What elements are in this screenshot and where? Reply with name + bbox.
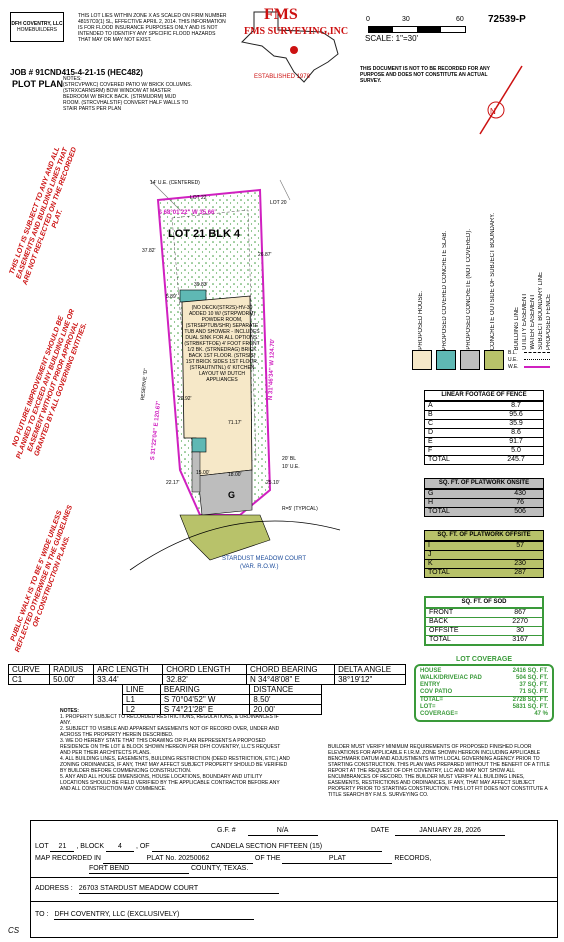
sod-cell: BACK (426, 618, 498, 627)
curve-cell: 38°19'12" (335, 675, 406, 685)
legend-line-fence: PROPOSED FENCE (546, 293, 552, 350)
sod-row (426, 627, 542, 636)
offsite-cell: 230 (497, 560, 543, 569)
fence-cell: B (425, 411, 489, 420)
coverage-label: LOT= (420, 704, 436, 710)
fence-table (424, 390, 544, 465)
sod-cell: OFFSITE (426, 627, 498, 636)
fence-cell: C (425, 420, 489, 429)
scale-tick-0: 0 (366, 16, 370, 23)
curve-header: ARC LENGTH (94, 665, 163, 675)
lot-coverage-title: LOT COVERAGE (455, 656, 512, 663)
sod-cell: 2270 (498, 618, 542, 627)
house-notes: (NO DECK/(STR2S)-HV-30 ADDED 10 W/ (STRPWDRM) POWDER ROOM, (STRSEPTUB/SHR) SEPARATE TUB AND SHOWER - INCLUDES DUAL SINK FOR ALL OPTIONS. (STRBKFTFOE) 4' FOOT FRONT 1/2 BK. (STRNEDRAG) BRICK BACK 1ST FLOOR. (STRSIS) 1ST BRICK SIDES 1ST FLOOR. (STRAUTNTNL) 6' KITCHEN LAYOUT W/ DUTCH APPLIANCES (184, 305, 260, 383)
scale-tick-60: 60 (456, 16, 464, 23)
address-label: ADDRESS : (35, 885, 73, 892)
svg-text:N: N (490, 107, 496, 116)
notes-title: NOTES: (63, 76, 82, 82)
line-cell: S 70°04'52" W (160, 695, 250, 705)
offsite-cell: 287 (497, 569, 543, 578)
line-cell: L1 (123, 695, 161, 705)
dim-4: 18.00' (228, 472, 242, 478)
coverage-label: COV PATIO (420, 689, 453, 695)
not-recorded-note: THIS DOCUMENT IS NOT TO BE RECORDED FOR ANY PURPOSE AND DOES NOT CONSTITUTE AN ACTUAL SURVEY. (360, 66, 490, 84)
plan-notes: (STRCVPWKC) COVERED PATIO W/ BRICK COLUMNS. (STRXCARNSRM) BOW WINDOW AT MASTER BEDROOM W/ BRICK BACK. (STRMUDRM) MUD ROOM. (STRCVHALSTIF) CONVERT HALF WALLS TO STAIR PARTS PER PLAN (63, 82, 192, 112)
fence-row (425, 447, 543, 456)
dim-2: 15.00' (196, 470, 210, 476)
line-cell: S 74°21'28" E (160, 705, 250, 715)
fence-cell: 8.7 (489, 402, 543, 411)
onsite-cell: 430 (497, 490, 543, 499)
side-note-easements: THIS LOT IS SUBJECT TO ANY AND ALL EASEMENTS AND BUILDING LINES THAT ARE NOT REFLECTED ON THE RECORDED PLAT. (8, 146, 79, 286)
coverage-value: 47 % (534, 711, 548, 717)
side-note-future-improvement: NO FUTURE IMPROVEMENT SHOULD BE PLANNED TO EXCEED ANY BUILDING LINE OR EASEMENT WITHOUT PRIOR APPROVAL GRANTED BY ALL GOVERNING ENTITIES. (11, 308, 89, 460)
to-label: TO : (35, 911, 49, 918)
fence-row (425, 411, 543, 420)
ue-10-label: 10' U.E. (282, 464, 300, 470)
curve-table (8, 664, 406, 685)
left-bearing: S 31°22'04" E 120.67' (150, 400, 163, 461)
abbr-ue: U.E. (508, 357, 518, 363)
curve-row (9, 675, 406, 685)
dim-3: 22.17' (166, 480, 180, 486)
scale-tick-30: 30 (402, 16, 410, 23)
fence-cell: D (425, 429, 489, 438)
coverage-label: ENTRY (420, 682, 441, 688)
lot-value: 21 (50, 843, 74, 852)
coverage-label: WALK/DRIVE/AC PAD (420, 675, 482, 681)
offsite-row (425, 569, 543, 578)
map-label: MAP RECORDED IN (35, 855, 101, 862)
coverage-row (420, 704, 548, 711)
offsite-row (425, 551, 543, 560)
swatch-offsite (484, 350, 504, 370)
fence-row (425, 402, 543, 411)
onsite-cell: 76 (497, 499, 543, 508)
lot-20-label: LOT 20 (270, 200, 287, 206)
legend-line-bl: BUILDING LINE (514, 306, 520, 350)
onsite-row (425, 499, 543, 508)
dim-5: 25.10' (266, 480, 280, 486)
bottom-note-item: 5. ANY AND ALL HOUSE DIMENSIONS, HOUSE LOCATIONS, BOUNDARY AND UTILITY LOCATIONS SHOULD BE FIELD VERIFIED BY THE APPLICABLE CONTRACTOR BEFORE ANY AND ALL CONSTRUCTION MAY COMMENCE. (60, 774, 280, 792)
onsite-cell: 506 (497, 508, 543, 517)
fence-cell: E (425, 438, 489, 447)
legend-label-house: PROPOSED HOUSE. (418, 291, 424, 350)
coverage-row (420, 689, 548, 696)
onsite-cell: G (425, 490, 497, 499)
bl-20-label: 20' BL (282, 456, 297, 462)
abbr-bl: B.L. (508, 350, 517, 356)
curve-cell: C1 (9, 675, 50, 685)
of-label: , OF (135, 843, 150, 850)
coverage-value: 504 SQ. FT. (515, 675, 548, 681)
offsite-row (425, 542, 543, 551)
legend (410, 190, 550, 370)
fence-cell: 95.6 (489, 411, 543, 420)
bottom-note-item: 2. SUBJECT TO VISIBLE AND APPARENT EASEMENTS NOT OF RECORD OVER, UNDER AND ACROSS THE PROPERTY HEREIN DESCRIBED. (60, 726, 280, 738)
surveyor-initials: FMS (264, 6, 298, 23)
lot-label: LOT 21 BLK 4 (168, 228, 241, 240)
scale-bar (362, 16, 472, 36)
county-value: FORT BEND (89, 865, 189, 874)
offsite-cell (497, 551, 543, 560)
ue-14-label: 14' U.E. (CENTERED) (150, 180, 200, 186)
abbr-we: W.E. (508, 364, 519, 370)
gf-label: G.F. # (217, 827, 236, 834)
curve-cell: N 34°48'08" E (247, 675, 335, 685)
line-cell: 20.00' (250, 705, 322, 715)
gf-value: N/A (248, 827, 318, 836)
coverage-row (420, 711, 548, 718)
legend-line-we: WATER EASEMENT (530, 294, 536, 350)
top-bearing: S 68°01'22" W 35.66' (158, 210, 216, 216)
lot-22-label: LOT 22 (190, 195, 207, 201)
plat-label: PLAT (282, 855, 392, 864)
onsite-cell: TOTAL (425, 508, 497, 517)
sod-cell: TOTAL (426, 636, 498, 645)
fence-cell: 5.0 (489, 447, 543, 456)
offsite-cell: TOTAL (425, 569, 497, 578)
north-arrow-icon (474, 64, 524, 144)
offsite-table-title: SQ. FT. OF PLATWORK OFFSITE (425, 531, 543, 541)
curve-header: CHORD LENGTH (163, 665, 247, 675)
line-row (123, 695, 322, 705)
sod-table-title: SQ. FT. OF SOD (426, 598, 542, 608)
reserve-label: RESERVE "D" (140, 367, 150, 401)
title-block (30, 820, 558, 938)
ramp-label: R=5' (TYPICAL) (282, 506, 318, 512)
block-value: 4 (106, 843, 134, 852)
lot-label: LOT (35, 843, 49, 850)
offsite-cell: 57 (497, 542, 543, 551)
legend-line-ue: UTILITY EASEMENT (522, 293, 528, 350)
line-header: BEARING (160, 685, 250, 695)
street-name: STARDUST MEADOW COURT (222, 556, 307, 562)
surveyor-name: FMS SURVEYING,INC (244, 26, 349, 37)
dim-8: 26.87' (258, 252, 272, 258)
line-header: LINE (123, 685, 161, 695)
fence-cell: A (425, 402, 489, 411)
curve-header: DELTA ANGLE (335, 665, 406, 675)
dim-1: 29.92' (178, 396, 192, 402)
curve-header: CURVE (9, 665, 50, 675)
lot-coverage (414, 656, 554, 722)
fence-cell: TOTAL (425, 456, 489, 465)
fence-row (425, 429, 543, 438)
fence-cell: F (425, 447, 489, 456)
right-bearing: N 31°46'34" W 124.70' (268, 338, 277, 401)
coverage-value: 71 SQ. FT. (519, 689, 548, 695)
offsite-cell: I (425, 542, 497, 551)
bottom-notes (60, 708, 290, 792)
offsite-table (424, 530, 544, 578)
onsite-table-title: SQ. FT. OF PLATWORK ONSITE (425, 479, 543, 489)
bottom-note-item: 1. PROPERTY SUBJECT TO RECORDED RESTRICTIONS, REGULATIONS, & ORDINANCES IF ANY. (60, 714, 279, 726)
date-value: JANUARY 28, 2026 (395, 827, 505, 836)
company-logo-name: DFH COVENTRY, LLC (11, 21, 63, 27)
established: ESTABLISHED 1978 (254, 74, 310, 80)
legend-label-covered: PROPOSED COVERED CONCRETE SLAB. (442, 230, 448, 350)
fence-row (425, 420, 543, 429)
coverage-label: COVERAGE= (420, 711, 458, 717)
coverage-row (420, 696, 548, 704)
fence-cell: 91.7 (489, 438, 543, 447)
offsite-row (425, 560, 543, 569)
side-note-public-walk: PUBLIC WALK IS TO BE 5' WIDE UNLESS REFLECTED OTHERWISE IN THE GUIDELINES OR CONSTRUCTION PLANS. (9, 504, 75, 654)
coverage-value: 2728 SQ. FT. (512, 697, 548, 703)
line-cell: 8.50' (250, 695, 322, 705)
sod-row (426, 609, 542, 618)
fence-table-title: LINEAR FOOTAGE OF FENCE (425, 391, 543, 401)
sod-cell: 3167 (498, 636, 542, 645)
bottom-notes-title: NOTES: (60, 708, 79, 714)
garage-label: G (228, 490, 236, 500)
coverage-value: 37 SQ. FT. (519, 682, 548, 688)
company-logo-sub: HOMEBUILDERS (16, 27, 57, 33)
coverage-row (420, 682, 548, 689)
offsite-cell: K (425, 560, 497, 569)
bottom-note-item: 4. ALL BUILDING LINES, EASEMENTS, BUILDING RESTRICTION (DEED RESTRICTION, ETC.) AND ZONING ORDINANCES, IF ANY, THAT MAY AFFECT SUBJECT PROPERTY SHOULD BE VERIFIED BY BUILDER BEFORE COMMENCING CONSTRUCTION. (60, 756, 290, 774)
legend-swatches (412, 350, 552, 372)
coverage-value: 5831 SQ. FT. (512, 704, 548, 710)
offsite-cell: J (425, 551, 497, 560)
entry-slab (192, 438, 206, 452)
sod-row (426, 636, 542, 645)
dim-7: 37.82' (142, 248, 156, 254)
plot-plan-title: PLOT PLAN (12, 79, 63, 89)
of-the-label: OF THE (254, 855, 281, 862)
onsite-cell: H (425, 499, 497, 508)
fence-row (425, 456, 543, 465)
driveway (198, 470, 252, 515)
address-value: 26703 STARDUST MEADOW COURT (79, 885, 279, 894)
bottom-note-item: 3. WE DO HEREBY STATE THAT THIS DRAWING OR PLAN REPRESENTS A PROPOSED RESIDENCE ON THE LOT & BLOCK SHOWN HEREON PER DFH COVENTRY, LLC'S REQUEST AND PER THEIR ARCHITECTS PLANS. (60, 738, 281, 756)
fence-cell: 35.9 (489, 420, 543, 429)
flood-note: THIS LOT LIES WITHIN ZONE X AS SCALED ON FIRM NUMBER 48157C0(1) SL, EFFECTIVE APRIL 2, 2014. THIS INFORMATION IS FOR FLOOD INSURANCE PURPOSES ONLY AND IS NOT INTENDED TO IDENTIFY ANY SPECIFIC FLOOD HAZARDS THAT MAY OR MAY NOT EXIST. (78, 13, 227, 43)
to-value: DFH COVENTRY, LLC (EXCLUSIVELY) (54, 911, 254, 920)
swatch-covered (436, 350, 456, 370)
coverage-row (420, 675, 548, 682)
dim-9: 5.89' (166, 294, 177, 300)
job-code: 72539-P (488, 14, 526, 25)
coverage-row (420, 668, 548, 675)
line-cell: L2 (123, 705, 161, 715)
surveyor-logo (234, 6, 354, 84)
swatch-concrete (460, 350, 480, 370)
coverage-label: HOUSE (420, 668, 442, 674)
dim-10: 71.17' (228, 420, 242, 426)
subdivision: CANDELA SECTION FIFTEEN (15) (152, 843, 382, 852)
legend-label-concrete: PROPOSED CONCRETE (NOT COVERED). (466, 229, 472, 350)
county-label: COUNTY, TEXAS. (190, 865, 249, 872)
sod-table (424, 596, 544, 646)
onsite-table (424, 478, 544, 517)
swatch-house (412, 350, 432, 370)
legend-line-boundary: SUBJECT BOUNDARY LINE (538, 272, 544, 350)
scale-label: SCALE: 1"=30' (365, 34, 419, 43)
onsite-row (425, 490, 543, 499)
sod-cell: 867 (498, 609, 542, 618)
sod-cell: 30 (498, 627, 542, 636)
dim-6: 39.83' (194, 282, 208, 288)
curve-cell: 33.44' (94, 675, 163, 685)
curve-cell: 50.00' (50, 675, 94, 685)
job-line: JOB # 91CND415-4-21-15 (HEC482) (10, 68, 143, 77)
builder-note: BUILDER MUST VERIFY MINIMUM REQUIREMENTS OF PROPOSED FINISHED FLOOR ELEVATIONS FOR APPLICABLE F.I.R.M. ZONE SHOWN HEREON INCLUDING APPLICABLE BENCHMARK DATUM AND ADJUSTMENTS WITH LOCAL GOVERNING AGENCY PRIOR TO STARTING CONSTRUCTION. THIS PLAN WAS PREPARED WITHOUT THE BENEFIT OF A TITLE REPORT AT THE REQUEST OF DFH COVENTRY, LLC AND MAY NOT SHOW ALL ENCUMBRANCES OF RECORD. THE BUILDER MUST VERIFY ALL BUILDING LINES, EASEMENTS, RESTRICTIONS AND ORDINANCES, IF ANY, THAT MAY AFFECT SUBJECT PROPERTY PRIOR TO STARTING CONSTRUCTION. THIS LOT FIT DOES NOT CONSTITUTE A TITLE SEARCH BY F.M.S. SURVEYING CO. (328, 744, 550, 798)
plat-no: PLAT No. 20250062 (103, 855, 253, 864)
curve-cell: 32.82' (163, 675, 247, 685)
sod-row (426, 618, 542, 627)
street-row: (VAR. R.O.W.) (240, 564, 279, 570)
block-label: , BLOCK (76, 843, 105, 850)
date-label: DATE (371, 827, 390, 834)
records-label: RECORDS, (394, 855, 432, 862)
coverage-label: TOTAL= (420, 697, 443, 703)
company-logo (10, 12, 64, 42)
curve-header: CHORD BEARING (247, 665, 335, 675)
curve-header: RADIUS (50, 665, 94, 675)
onsite-row (425, 508, 543, 517)
legend-label-offsite: CONCRETE OUTSIDE OF SUBJECT BOUNDARY. (490, 212, 496, 350)
cs-mark: CS (8, 926, 20, 935)
fence-cell: 245.7 (489, 456, 543, 465)
line-header: DISTANCE (250, 685, 322, 695)
fence-cell: 8.6 (489, 429, 543, 438)
fence-row (425, 438, 543, 447)
sod-cell: FRONT (426, 609, 498, 618)
coverage-value: 2416 SQ. FT. (512, 668, 548, 674)
